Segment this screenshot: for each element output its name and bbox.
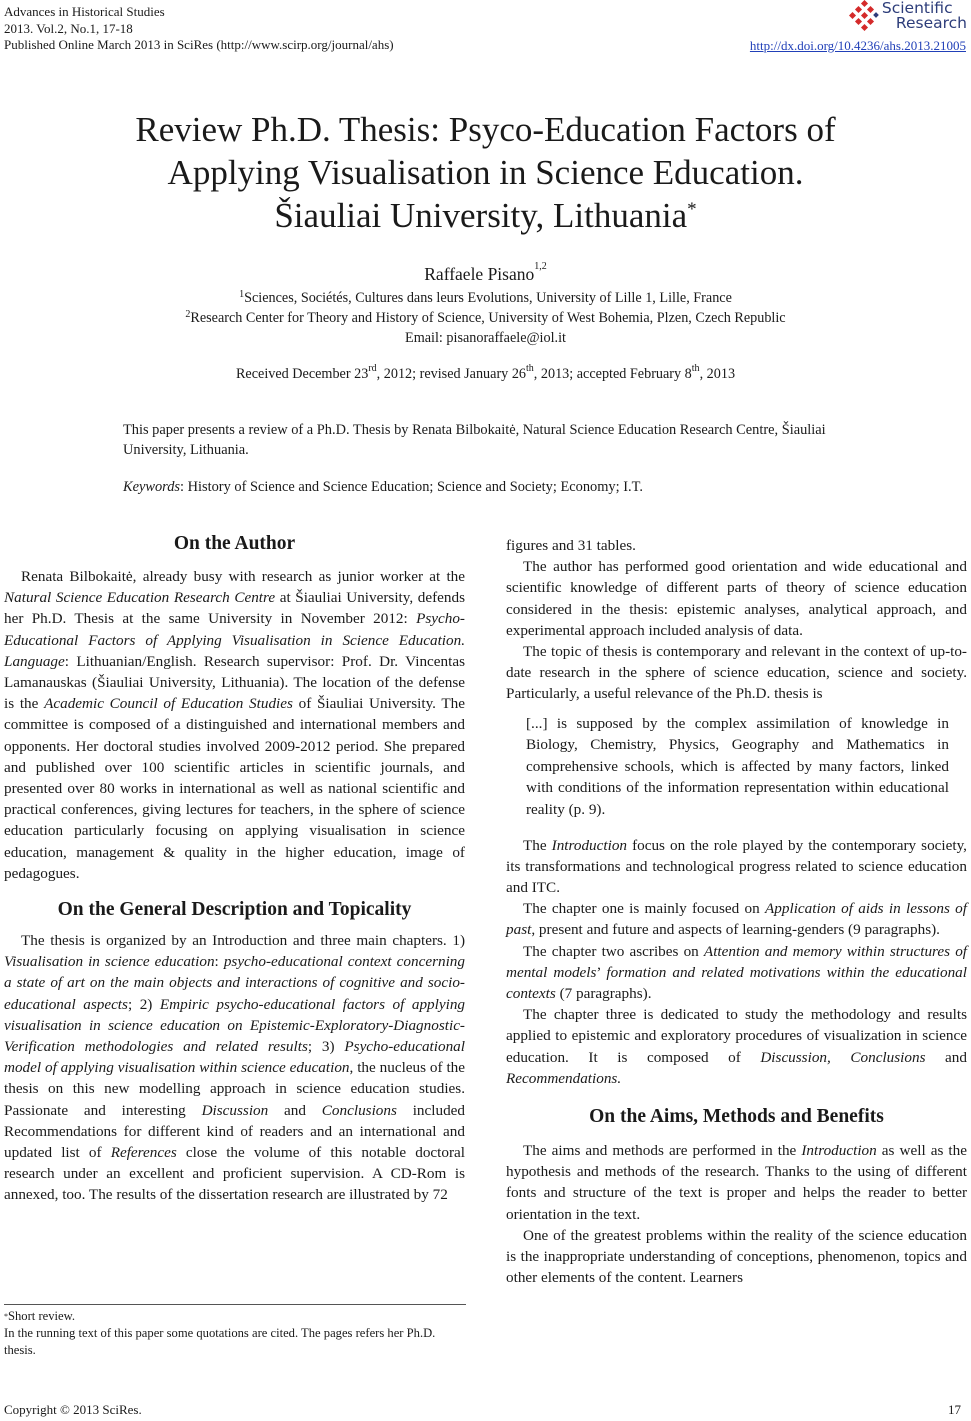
title-footnote-mark: * — [687, 199, 697, 220]
paragraph-orientation: The author has performed good orientation and wide educational and scientific knowledge of different parts of theory of science education considered in the thesis: epistemic analyses, analytical approach, and experimental approach included analysis of data. — [506, 558, 967, 639]
journal-name: Advances in Historical Studies — [4, 4, 165, 19]
page-number: 17 — [948, 1402, 961, 1417]
paragraph-topic: The topic of thesis is contemporary and relevant in the context of up-to-date research in the sphere of science education, science and society. Particularly, a useful relevance of the Ph.D. thesis is — [506, 643, 967, 703]
paper-title — [0, 108, 971, 237]
author-affiliation-sup: 1,2 — [534, 261, 547, 272]
keywords-text: : History of Science and Science Education; Science and Society; Economy; I.T. — [180, 479, 643, 495]
author-name: Raffaele Pisano — [424, 264, 535, 284]
affiliation-1: $^1$Sciences, Sociétés, Cultures dans leurs Evolutions, University of Lille 1, Lille, France — [239, 289, 732, 306]
section-heading-aims: On the Aims, Methods and Benefits — [589, 1106, 884, 1128]
journal-volume: 2013. Vol.2, No.1, 17-18 — [4, 20, 133, 36]
right-column — [506, 535, 967, 1288]
abstract: This paper presents a review of a Ph.D. Thesis by Renata Bilbokaitė, Natural Science Education Research Centre, Šiauliai University, Lithuania. — [123, 422, 826, 458]
publisher-logo-icon — [849, 0, 879, 32]
section-heading-author: On the Author — [173, 533, 296, 554]
author-email: Email: pisanoraffaele@iol.it — [405, 330, 566, 346]
scientific-research-logo — [849, 0, 967, 32]
paragraph-introduction: The Introduction focus on the role played by the contemporary society, its transformations and technological progress related to science education and ITC. — [506, 836, 967, 896]
logo-line-scientific: Scientific — [881, 0, 953, 17]
paragraph-chapter-one: The chapter one is mainly focused on Application of aids in lessons of past, present and future and aspects of learning-genders (9 paragraphs). — [506, 900, 967, 939]
footnote-short-review: Short review. — [8, 1309, 76, 1323]
footnote-divider — [4, 1304, 466, 1305]
title-line-1: Review Ph.D. Thesis: Psyco-Education Factors of — [135, 110, 836, 149]
keywords-label: Keywords — [123, 479, 181, 495]
affiliation-2: $^2$Research Center for Theory and History of Science, University of West Bohemia, Plzen, Czech Republic — [185, 309, 786, 326]
author-line — [0, 261, 971, 285]
paragraph-aims: The aims and methods are performed in the Introduction as well as the hypothesis and methods of the research. Thanks to the using of different fonts and structure of the text is proper and helps the reader to better orientation in the text. — [506, 1142, 967, 1223]
paragraph-author: Renata Bilbokaitė, already busy with research as junior worker at the Natural Science Education Research Centre at Šiauliai University, defends her Ph.D. Thesis at the same University in November 2012: Psycho-Educational Factors of Applying Visualisation in Science Education. Language: Lithuanian/English. Research supervisor: Prof. Dr. Vincentas Lamanauskas (Šiauliai University, Lithuania). The location of the defense is the Academic Council of Education Studies of Šiauliai University. The committee is composed of a distinguished and international members and opponents. Her doctoral studies involved 2009-2012 period. She prepared and published over 100 scientific articles in scientific journals, and presented over 80 works in international as well as national scientific and practical conferences, giving lectures for teachers, in the sphere of science education particularly focusing on applying visualisation in science education, management & quality in the higher education, image of pedagogues. — [4, 568, 465, 882]
title-line-2: Applying Visualisation in Science Education. — [167, 153, 804, 192]
paragraph-chapter-three: The chapter three is dedicated to study the methodology and results applied to epistemic and exploratory procedures of visualization in science education. It is composed of Discussion, Conclusions and Recommendations. — [506, 1006, 967, 1087]
section-heading-general-description: On the General Description and Topicality — [57, 899, 412, 921]
paragraph-problems: One of the greatest problems within the reality of the science education is the inappropriate understanding of conceptions, phenomenon, topics and other elements of the content. Learners — [506, 1226, 967, 1287]
footnote: *Short review. In the running text of this paper some quotations are cited. The pages refers her Ph.D. thesis. — [4, 1308, 467, 1359]
paragraph-chapter-two: The chapter two ascribes on Attention and memory within structures of mental models’ formation and related motivations within the educational contexts (7 paragraphs). — [506, 942, 968, 1003]
left-column — [4, 530, 465, 1206]
logo-line-research: Research — [895, 14, 967, 32]
paragraph-figures: figures and 31 tables. — [506, 537, 636, 554]
paragraph-general-description: The thesis is organized by an Introduction and three main chapters. 1) Visualisation in science education: psycho-educational context concerning a state of art on the main objects and interactions of cognitive and socio-educational aspects; 2) Empiric psycho-educational factors of applying visualisation in science education on Epistemic-Exploratory-Diagnostic-Verification methodologies and related results; 3) Psycho-educational model of applying visualisation within science education, the nucleus of the thesis on this new modelling approach in science education studies. Passionate and interesting Discussion and Conclusions included Recommendations for different kind of readers and an international and updated list of References close the volume of this notable doctoral research under an excellent and proficient supervision. A CD-Rom is annexed, too. The results of the dissertation research are illustrated by 72 — [4, 932, 466, 1204]
journal-header — [4, 4, 394, 54]
footnote-quotations: In the running text of this paper some quotations are cited. The pages refers her Ph.D. thesis. — [4, 1326, 436, 1357]
block-quote: [...] is supposed by the complex assimilation of knowledge in Biology, Chemistry, Physics, Geography and Mathematics in comprehensive schools, which is affected by many factors, linked with conditions of the information representation within educational reality (p. 9). — [526, 714, 949, 818]
copyright: Copyright © 2013 SciRes. — [4, 1402, 142, 1417]
title-line-3: Šiauliai University, Lithuania — [274, 196, 688, 235]
keywords — [123, 479, 863, 496]
doi-link[interactable]: http://dx.doi.org/10.4236/ahs.2013.21005 — [749, 38, 966, 53]
received-dates: Received December 23rd, 2012; revised January 26th, 2013; accepted February 8th, 2013 — [235, 363, 736, 382]
published-line: Published Online March 2013 in SciRes (http://www.scirp.org/journal/ahs) — [4, 37, 394, 52]
